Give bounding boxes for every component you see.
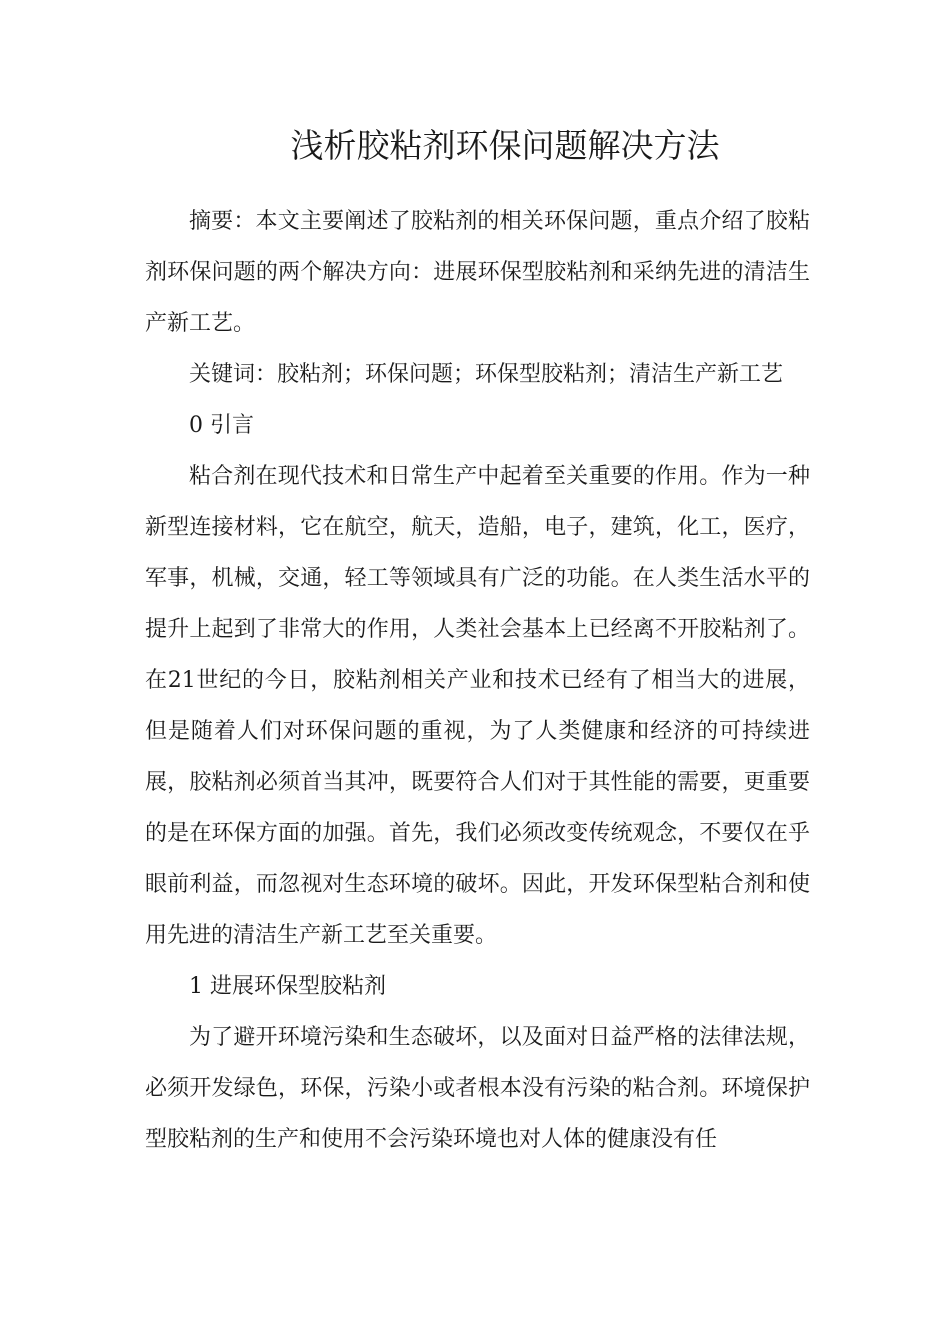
- section-heading-eco-adhesives: 1 进展环保型胶粘剂: [189, 974, 386, 999]
- section-heading-introduction: 0 引言: [189, 413, 254, 438]
- document-title: 浅析胶粘剂环保问题解决方法: [290, 126, 720, 165]
- eco-adhesives-paragraph: 为了避开环境污染和生态破坏，以及面对日益严格的法律法规，必须开发绿色，环保，污染小或者根本没有污染的粘合剂。环境保护型胶粘剂的生产和使用不会污染环境也对人体的健康没有任: [145, 1025, 810, 1152]
- keywords-line: 关键词：胶粘剂；环保问题；环保型胶粘剂；清洁生产新工艺: [189, 362, 784, 387]
- abstract-paragraph: 摘要：本文主要阐述了胶粘剂的相关环保问题，重点介绍了胶粘剂环保问题的两个解决方向：进展环保型胶粘剂和采纳先进的清洁生产新工艺。: [145, 209, 810, 336]
- document-body: [145, 196, 810, 1165]
- introduction-paragraph: 粘合剂在现代技术和日常生产中起着至关重要的作用。作为一种新型连接材料，它在航空，航天，造船，电子，建筑，化工，医疗，军事，机械，交通，轻工等领域具有广泛的功能。在人类生活水平的提升上起到了非常大的作用，人类社会基本上已经离不开胶粘剂了。在21世纪的今日，胶粘剂相关产业和技术已经有了相当大的进展，但是随着人们对环保问题的重视，为了人类健康和经济的可持续进展，胶粘剂必须首当其冲，既要符合人们对于其性能的需要，更重要的是在环保方面的加强。首先，我们必须改变传统观念，不要仅在乎眼前利益，而忽视对生态环境的破坏。因此，开发环保型粘合剂和使用先进的清洁生产新工艺至关重要。: [145, 464, 810, 948]
